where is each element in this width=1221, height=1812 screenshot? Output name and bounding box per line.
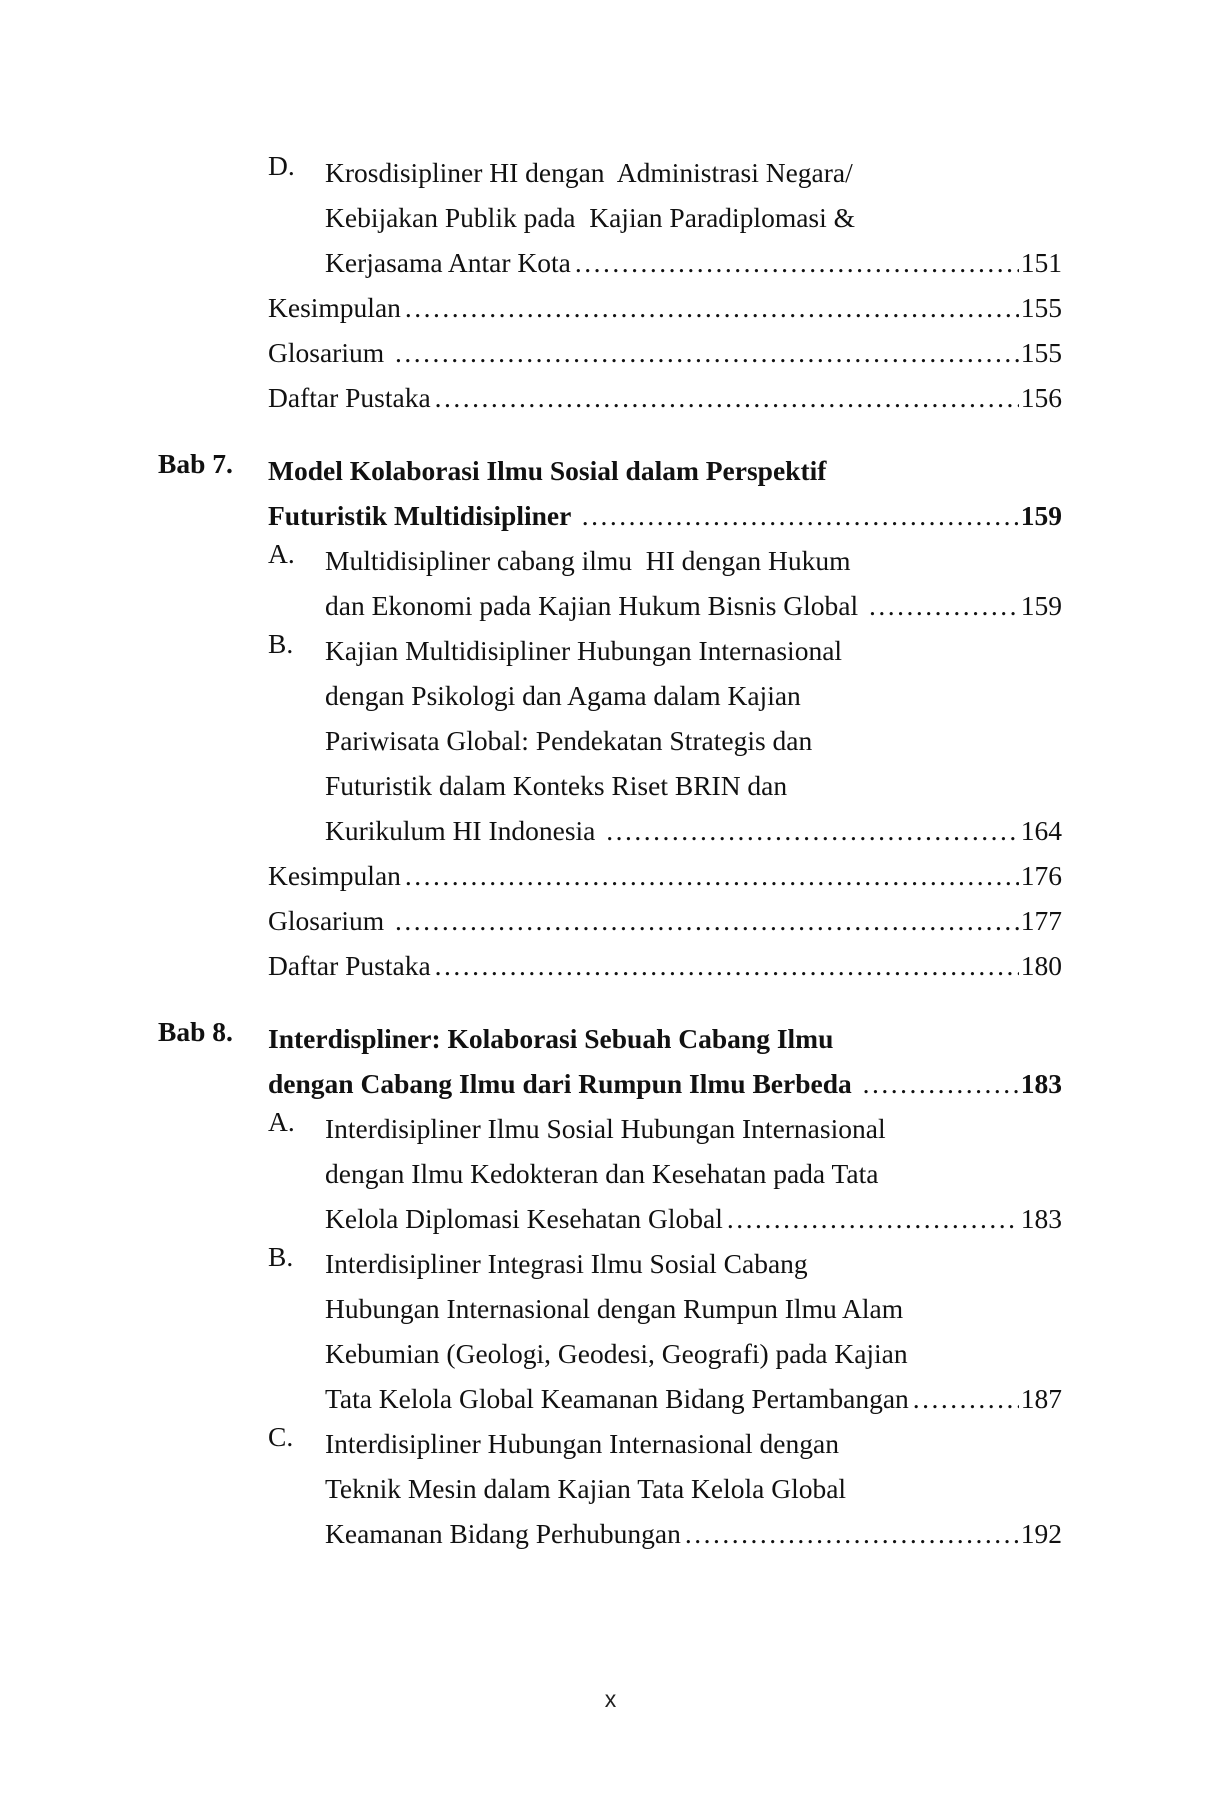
toc-entry xyxy=(268,538,1062,628)
toc-line xyxy=(268,898,1062,943)
dot-leader xyxy=(435,943,1019,988)
toc-line: Interdisipliner Integrasi Ilmu Sosial Cabang xyxy=(325,1248,808,1279)
toc-entry xyxy=(268,853,1062,898)
toc-line: Krosdisipliner HI dengan Administrasi Negara/ xyxy=(325,157,853,188)
toc-line xyxy=(325,1376,1062,1421)
toc-entry-letter: A. xyxy=(268,1106,295,1137)
toc-line xyxy=(325,240,1062,285)
toc-entry-letter: B. xyxy=(268,628,294,659)
footer-page-number: x xyxy=(604,1686,617,1712)
toc-entry xyxy=(268,330,1062,375)
page-number: 176 xyxy=(1020,860,1062,891)
toc-line-text: Kelola Diplomasi Kesehatan Global xyxy=(325,1203,723,1234)
toc-line: Futuristik dalam Konteks Riset BRIN dan xyxy=(325,770,788,801)
toc-line-text: Glosarium xyxy=(268,337,391,368)
toc-entry xyxy=(268,375,1062,420)
dot-leader xyxy=(405,853,1019,898)
toc-line xyxy=(325,808,1062,853)
toc-line xyxy=(268,853,1062,898)
toc-line: Kebijakan Publik pada Kajian Paradiplomasi & xyxy=(325,202,856,233)
dot-leader xyxy=(863,1061,1019,1106)
page-number: 159 xyxy=(1020,590,1062,621)
toc-line-text: Futuristik Multidisipliner xyxy=(268,500,578,531)
toc-entry xyxy=(268,898,1062,943)
toc-line xyxy=(268,943,1062,988)
page-number: 164 xyxy=(1020,815,1062,846)
dot-leader xyxy=(869,583,1019,628)
toc-line xyxy=(268,375,1062,420)
dot-leader xyxy=(575,240,1019,285)
toc-entry xyxy=(268,1421,1062,1556)
toc-entry-chapter xyxy=(158,448,1062,538)
toc-line-text: Kurikulum HI Indonesia xyxy=(325,815,603,846)
page-number: 183 xyxy=(1020,1203,1062,1234)
dot-leader xyxy=(435,375,1019,420)
page-number: 192 xyxy=(1020,1518,1062,1549)
table-of-contents xyxy=(158,150,1062,1556)
toc-line xyxy=(268,285,1062,330)
toc-line: Interdisipliner Hubungan Internasional dengan xyxy=(325,1428,839,1459)
toc-entry xyxy=(268,150,1062,285)
toc-line-text: Daftar Pustaka xyxy=(268,382,431,413)
chapter-label: Bab 8. xyxy=(158,1016,233,1047)
toc-line xyxy=(325,583,1062,628)
toc-line: dengan Ilmu Kedokteran dan Kesehatan pada Tata xyxy=(325,1158,879,1189)
toc-entry-chapter xyxy=(158,1016,1062,1106)
toc-entry-letter: A. xyxy=(268,538,295,569)
page-number: 155 xyxy=(1020,292,1062,323)
dot-leader xyxy=(395,330,1019,375)
dot-leader xyxy=(405,285,1019,330)
toc-line xyxy=(325,1196,1062,1241)
toc-entry-letter: B. xyxy=(268,1241,294,1272)
toc-line: Hubungan Internasional dengan Rumpun Ilmu Alam xyxy=(325,1293,904,1324)
toc-line: Pariwisata Global: Pendekatan Strategis dan xyxy=(325,725,813,756)
page-number: 177 xyxy=(1020,905,1062,936)
toc-line: dengan Psikologi dan Agama dalam Kajian xyxy=(325,680,801,711)
toc-line-text: Keamanan Bidang Perhubungan xyxy=(325,1518,681,1549)
toc-entry xyxy=(268,1241,1062,1421)
toc-line xyxy=(268,330,1062,375)
toc-entry xyxy=(268,943,1062,988)
chapter-label: Bab 7. xyxy=(158,448,233,479)
toc-line: Model Kolaborasi Ilmu Sosial dalam Perspektif xyxy=(268,455,827,486)
toc-line xyxy=(268,1061,1062,1106)
toc-line: Interdisipliner Ilmu Sosial Hubungan Internasional xyxy=(325,1113,886,1144)
dot-leader xyxy=(606,808,1019,853)
dot-leader xyxy=(685,1511,1019,1556)
toc-line-text: dan Ekonomi pada Kajian Hukum Bisnis Global xyxy=(325,590,865,621)
toc-line-text: Glosarium xyxy=(268,905,391,936)
toc-line: Multidisipliner cabang ilmu HI dengan Hukum xyxy=(325,545,851,576)
toc-line-text: dengan Cabang Ilmu dari Rumpun Ilmu Berbeda xyxy=(268,1068,859,1099)
dot-leader xyxy=(395,898,1019,943)
toc-line: Kebumian (Geologi, Geodesi, Geografi) pada Kajian xyxy=(325,1338,908,1369)
toc-line xyxy=(268,493,1062,538)
toc-entry xyxy=(268,628,1062,853)
toc-entry-letter: C. xyxy=(268,1421,294,1452)
toc-line: Kajian Multidisipliner Hubungan Internasional xyxy=(325,635,843,666)
toc-line-text: Kesimpulan xyxy=(268,292,401,323)
page-number: 159 xyxy=(1020,500,1062,531)
toc-line-text: Kesimpulan xyxy=(268,860,401,891)
page-number: 180 xyxy=(1020,950,1062,981)
toc-line-text: Tata Kelola Global Keamanan Bidang Pertambangan xyxy=(325,1383,909,1414)
toc-entry xyxy=(268,285,1062,330)
toc-line: Interdispliner: Kolaborasi Sebuah Cabang Ilmu xyxy=(268,1023,834,1054)
page-number: 155 xyxy=(1020,337,1062,368)
page-number: 151 xyxy=(1020,247,1062,278)
toc-line: Teknik Mesin dalam Kajian Tata Kelola Global xyxy=(325,1473,847,1504)
page-number: 183 xyxy=(1020,1068,1062,1099)
toc-entry xyxy=(268,1106,1062,1241)
toc-line xyxy=(325,1511,1062,1556)
dot-leader xyxy=(913,1376,1019,1421)
dot-leader xyxy=(582,493,1019,538)
toc-line-text: Daftar Pustaka xyxy=(268,950,431,981)
toc-entry-letter: D. xyxy=(268,150,295,181)
toc-line-text: Kerjasama Antar Kota xyxy=(325,247,571,278)
dot-leader xyxy=(727,1196,1019,1241)
page-number: 156 xyxy=(1020,382,1062,413)
page-number: 187 xyxy=(1020,1383,1062,1414)
